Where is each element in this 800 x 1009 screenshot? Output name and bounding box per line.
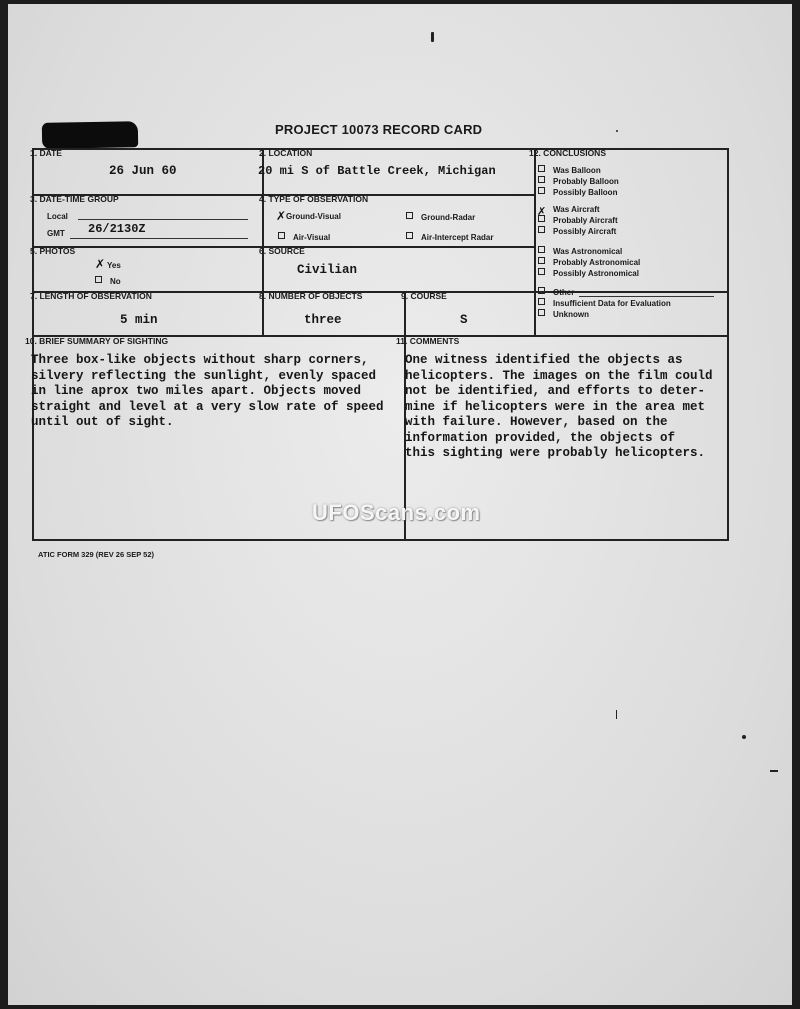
conclusion-was-balloon: Was Balloon [538,165,619,176]
source-value: Civilian [297,263,358,277]
scan-speck [431,32,434,42]
scan-speck [616,130,618,132]
gmt-value: 26/2130Z [88,222,146,236]
number-of-objects-label: 8. NUMBER OF OBJECTS [259,291,363,301]
conclusion-unknown: Unknown [538,309,671,320]
conclusion-insufficient-data: Insufficient Data for Evaluation [538,298,671,309]
checkbox-icon [406,232,413,239]
comments-line: mine if helicopters were in the area met [405,399,706,414]
conclusions-group-balloon [538,165,619,198]
checkbox-icon [538,309,545,316]
checkbox-icon [538,287,545,294]
checkbox-icon [538,226,545,233]
comments-line: helicopters. The images on the film could [405,368,713,383]
conclusions-label: 12. CONCLUSIONS [529,148,606,158]
option-ground-radar: Ground-Radar [406,212,475,222]
summary-text [31,353,384,431]
conclusions-group-other [538,287,671,320]
scan-speck [770,770,778,772]
date-value: 26 Jun 60 [109,164,177,178]
course-value: S [460,313,468,327]
option-air-intercept-radar: Air-Intercept Radar [406,232,493,242]
checkbox-icon [538,215,545,222]
comments-line: information provided, the objects of [405,430,676,445]
scan-speck [742,735,746,739]
comments-line: not be identified, and efforts to deter- [405,384,706,398]
conclusion-probably-aircraft: Probably Aircraft [538,215,618,226]
summary-line: Three box-like objects without sharp corners, [31,353,369,367]
x-mark-icon: ✗ [276,209,287,223]
local-label: Local [47,212,68,221]
scan-speck [616,710,617,719]
location-label: 2. LOCATION [259,148,313,158]
conclusions-group-astronomical [538,246,640,279]
photos-yes: Yes [107,261,121,270]
rule [534,150,536,335]
photos-no: No [95,276,121,286]
location-value: 20 mi S of Battle Creek, Michigan [258,164,496,178]
comments-line: with failure. However, based on the [405,415,668,429]
summary-line: straight and level at a very slow rate of speed [31,399,384,414]
summary-line: in line aprox two miles apart. Objects moved [31,384,362,398]
checkbox-icon [538,246,545,253]
conclusion-other: Other [538,287,671,298]
photos-label: 5. PHOTOS [30,246,76,256]
comments-line: One witness identified the objects as [405,353,683,367]
local-line [78,219,248,220]
other-line [579,296,714,297]
gmt-label: GMT [47,229,65,238]
checkbox-icon [538,257,545,264]
conclusion-possibly-balloon: Possibly Balloon [538,187,619,198]
gmt-line [70,238,248,239]
checkbox-icon [95,276,102,283]
comments-line: this sighting were probably helicopters. [405,446,706,460]
option-air-visual: Air-Visual [278,232,330,242]
conclusion-probably-balloon: Probably Balloon [538,176,619,187]
conclusion-was-aircraft: Was Aircraft [553,205,600,214]
date-time-group-label: 3. DATE-TIME GROUP [30,194,119,204]
watermark: UFOScans.com [312,500,481,525]
comments-label: 11. COMMENTS [396,336,460,346]
checkbox-icon [538,298,545,305]
conclusions-group-aircraft [538,205,618,237]
summary-label: 10. BRIEF SUMMARY OF SIGHTING [25,336,169,346]
checkbox-icon [538,187,545,194]
course-label: 9. COURSE [401,291,447,301]
checkbox-icon [406,212,413,219]
conclusion-was-astronomical: Was Astronomical [538,246,640,257]
x-mark-icon: ✗ [95,257,106,271]
form-number: ATIC FORM 329 (REV 26 SEP 52) [38,550,155,559]
checkbox-icon [538,176,545,183]
record-card-page [8,4,792,1005]
comments-text [405,353,713,462]
source-label: 6. SOURCE [259,246,305,256]
type-of-observation-label: 4. TYPE OF OBSERVATION [259,194,369,204]
conclusion-probably-astronomical: Probably Astronomical [538,257,640,268]
length-of-observation-value: 5 min [120,313,158,327]
summary-line: until out of sight. [31,415,174,429]
conclusion-possibly-astronomical: Possibly Astronomical [538,268,640,279]
redaction-block [42,121,138,149]
option-ground-visual: Ground-Visual [286,212,341,221]
summary-line: silvery reflecting the sunlight, evenly spaced [31,368,377,383]
date-label: 1. DATE [30,148,62,158]
checkbox-icon [538,165,545,172]
checkbox-icon [538,268,545,275]
x-mark-icon: ✗ [537,205,547,218]
card-title: PROJECT 10073 RECORD CARD [275,122,483,137]
checkbox-icon [278,232,285,239]
conclusion-possibly-aircraft: Possibly Aircraft [538,226,618,237]
length-of-observation-label: 7. LENGTH OF OBSERVATION [30,291,152,301]
number-of-objects-value: three [304,313,342,327]
